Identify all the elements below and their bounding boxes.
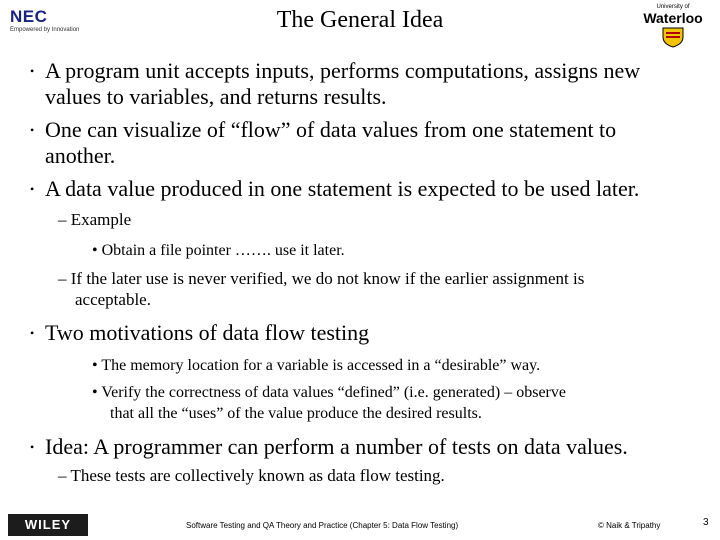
slide-title: The General Idea	[276, 7, 444, 33]
bullet-visualize-flow-cont: another.	[45, 143, 116, 168]
uw-crest-icon	[660, 26, 686, 48]
uw-logo-small-text: University of	[656, 4, 690, 10]
bullet-marker: •	[30, 182, 35, 196]
wiley-logo: WILEY	[8, 514, 88, 536]
bullet-marker: •	[30, 326, 35, 340]
bullet-marker: •	[30, 123, 35, 137]
uw-logo	[632, 4, 714, 48]
bullet-marker: •	[30, 440, 35, 454]
bullet-program-unit-cont: values to variables, and returns results.	[45, 84, 387, 109]
bullet-idea: Idea: A programmer can perform a number of tests on data values.	[45, 434, 628, 459]
nec-logo-text: NEC	[10, 7, 48, 26]
bullet-data-value: A data value produced in one statement is expected to be used later.	[45, 176, 640, 201]
sub-item-file-pointer: • Obtain a file pointer ……. use it later.	[92, 242, 345, 259]
sub-item-memory-location: • The memory location for a variable is accessed in a “desirable” way.	[92, 357, 541, 374]
nec-tagline: Empowered by Innovation	[10, 27, 80, 33]
sub-bullet-later-use: – If the later use is never verified, we do not know if the earlier assignment is	[58, 269, 585, 288]
footer-course-title: Software Testing and QA Theory and Practice (Chapter 5: Data Flow Testing)	[186, 521, 459, 530]
bullet-program-unit: A program unit accepts inputs, performs computations, assigns new	[45, 58, 641, 83]
page-number: 3	[703, 517, 709, 528]
sub-item-verify-correctness: • Verify the correctness of data values “defined” (i.e. generated) – observe	[92, 384, 566, 401]
sub-item-verify-correctness-cont: that all the “uses” of the value produce the desired results.	[110, 405, 482, 422]
sub-bullet-collectively-known: – These tests are collectively known as data flow testing.	[58, 466, 445, 485]
uw-logo-wordmark: Waterloo	[643, 10, 703, 26]
sub-bullet-later-use-cont: acceptable.	[75, 290, 151, 309]
bullet-two-motivations: Two motivations of data flow testing	[45, 320, 370, 345]
bullet-visualize-flow: One can visualize of “flow” of data values from one statement to	[45, 117, 617, 142]
sub-bullet-example: – Example	[58, 210, 132, 229]
footer-copyright: © Naik & Tripathy	[598, 521, 661, 530]
bullet-marker: •	[30, 64, 35, 78]
